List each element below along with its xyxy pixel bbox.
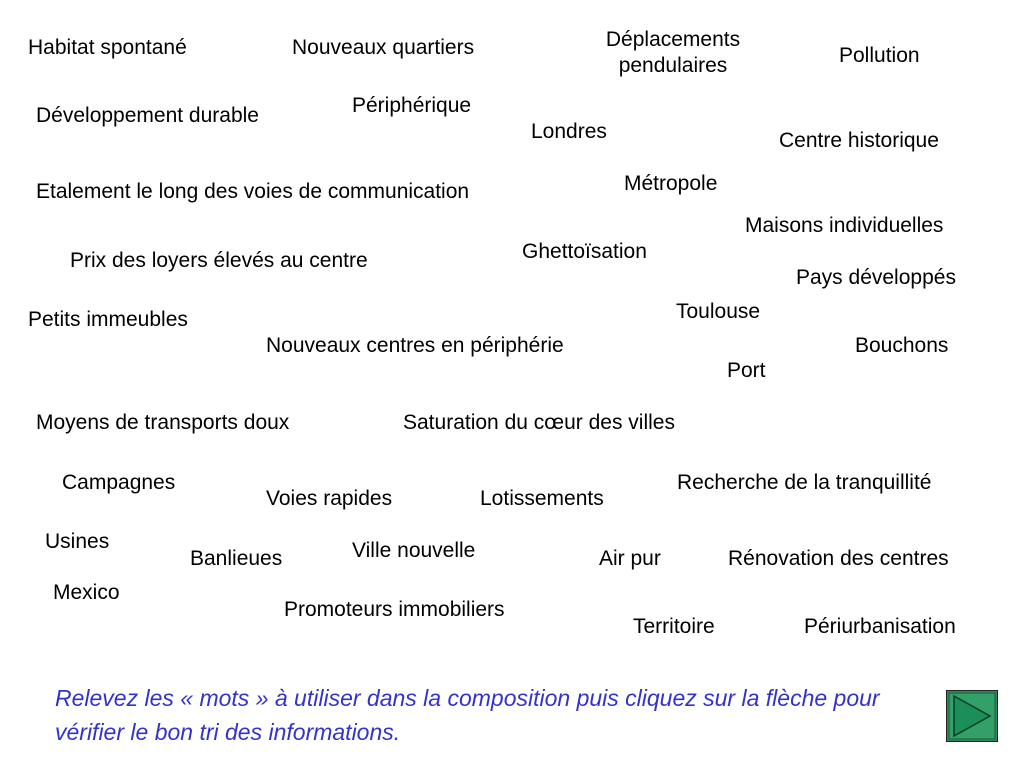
word-item[interactable]: Ville nouvelle [352, 539, 476, 562]
word-item[interactable]: Métropole [624, 172, 718, 195]
word-item[interactable]: Pays développés [796, 266, 956, 289]
word-item[interactable]: Nouveaux centres en périphérie [266, 334, 564, 357]
next-arrow-button[interactable] [946, 690, 998, 742]
word-item[interactable]: Rénovation des centres [728, 547, 949, 570]
word-item[interactable]: Petits immeubles [28, 308, 188, 331]
word-item[interactable]: Développement durable [36, 104, 259, 127]
word-item[interactable]: Prix des loyers élevés au centre [70, 249, 368, 272]
word-item[interactable]: Mexico [53, 581, 120, 604]
word-item[interactable]: Nouveaux quartiers [292, 36, 475, 59]
word-item[interactable]: Maisons individuelles [745, 214, 944, 237]
word-item[interactable]: Saturation du cœur des villes [403, 411, 675, 434]
word-item[interactable]: Lotissements [480, 487, 604, 510]
word-item[interactable]: Moyens de transports doux [36, 411, 290, 434]
instruction-text: Relevez les « mots » à utiliser dans la composition puis cliquez sur la flèche pour vérifier le bon tri des informations. [55, 685, 880, 745]
word-item[interactable]: Promoteurs immobiliers [284, 598, 505, 621]
word-item[interactable]: Etalement le long des voies de communication [36, 180, 470, 203]
word-item[interactable]: Périphérique [352, 94, 472, 117]
word-item[interactable]: Territoire [633, 615, 715, 638]
word-item[interactable]: Campagnes [62, 471, 176, 494]
word-item[interactable]: Habitat spontané [28, 36, 187, 59]
word-item[interactable]: Port [727, 359, 766, 382]
word-item[interactable]: Air pur [599, 547, 661, 570]
word-item[interactable]: Pollution [839, 44, 920, 67]
word-item[interactable]: Londres [531, 120, 607, 143]
word-item[interactable]: Centre historique [779, 129, 939, 152]
word-item[interactable]: Ghettoïsation [522, 240, 647, 263]
word-item[interactable]: Voies rapides [266, 487, 393, 510]
word-item[interactable]: Déplacements pendulaires [605, 28, 741, 77]
word-item[interactable]: Recherche de la tranquillité [677, 471, 932, 494]
play-arrow-icon [946, 690, 998, 742]
word-item[interactable]: Banlieues [190, 547, 283, 570]
word-item[interactable]: Périurbanisation [804, 615, 956, 638]
word-item[interactable]: Usines [45, 530, 110, 553]
word-item[interactable]: Toulouse [676, 300, 761, 323]
word-item[interactable]: Bouchons [855, 334, 949, 357]
